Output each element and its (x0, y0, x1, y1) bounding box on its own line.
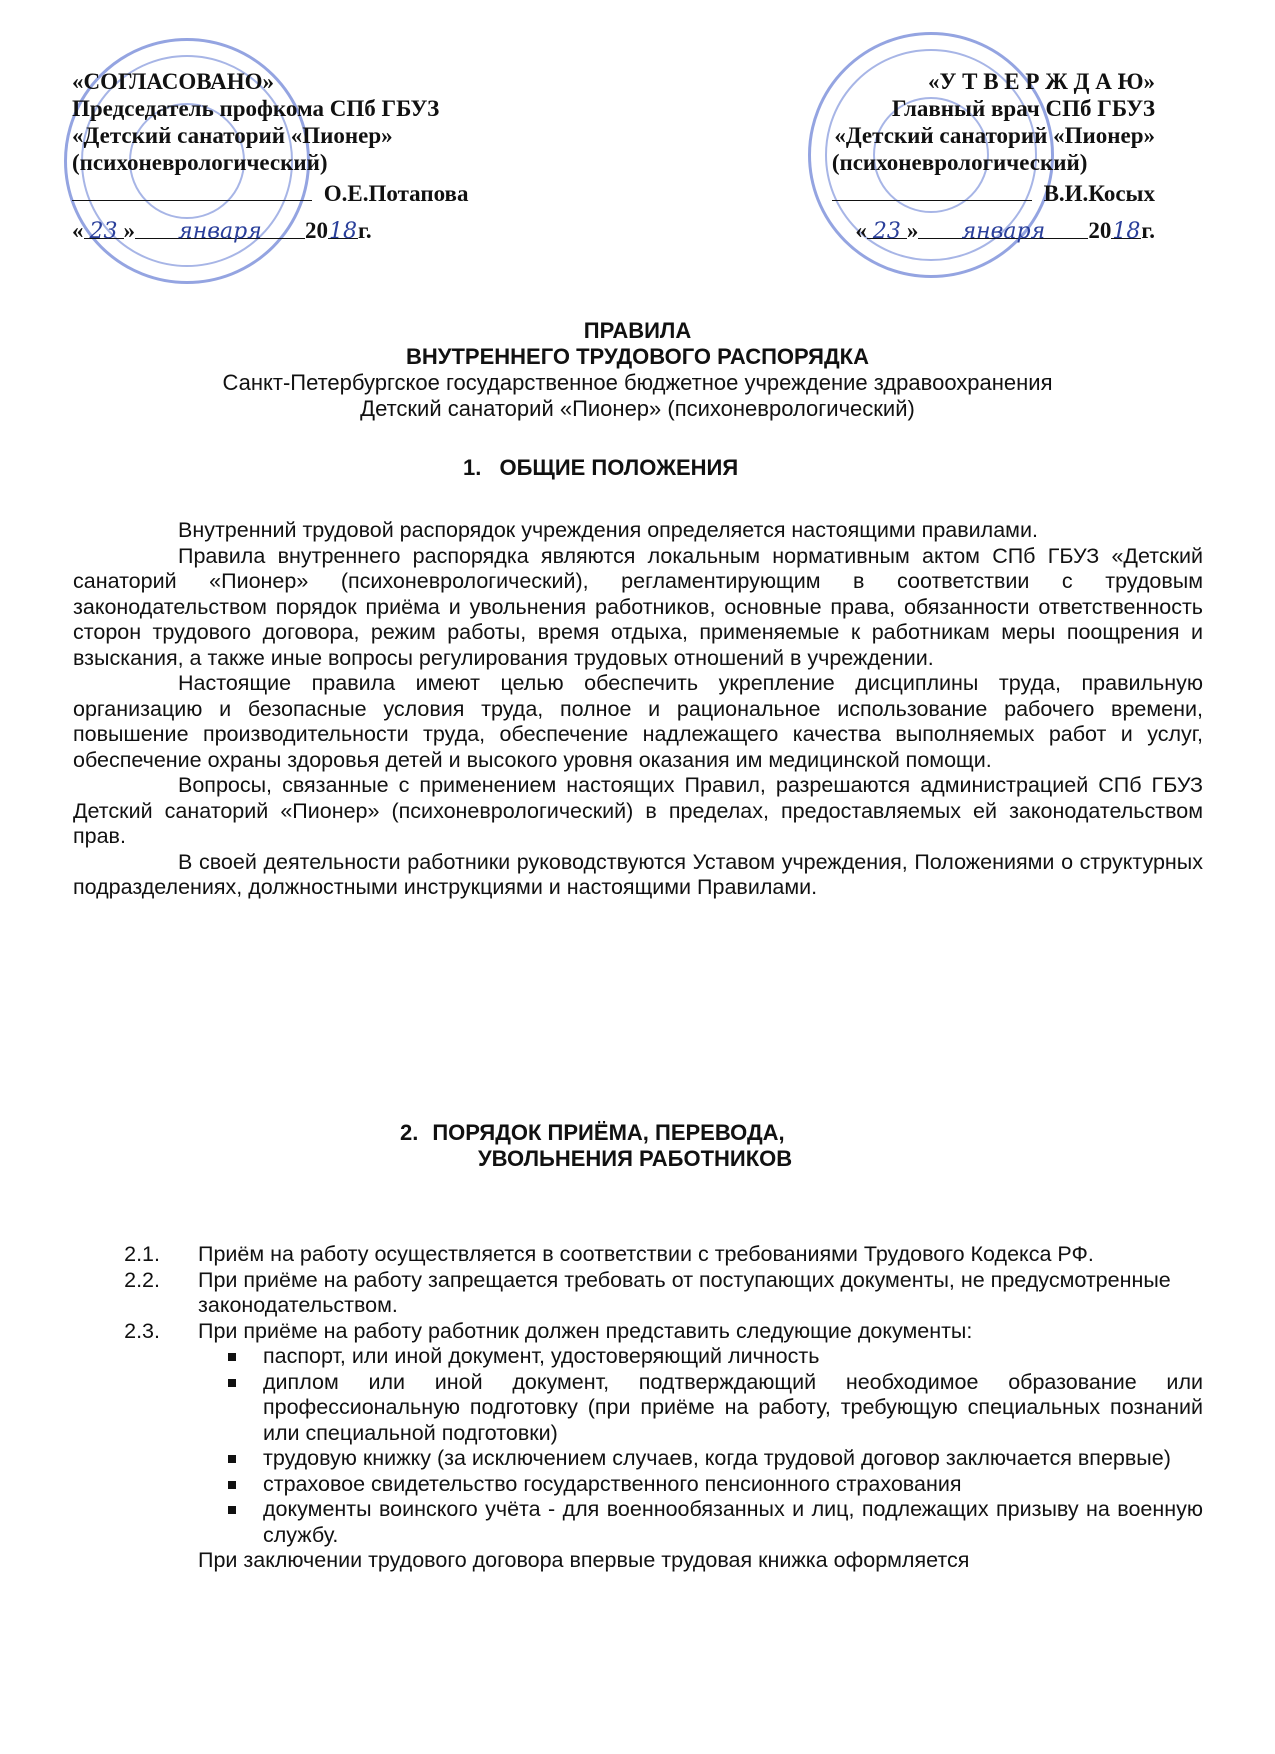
document-title (0, 318, 1275, 422)
list-item (73, 1242, 1203, 1268)
title-line-internal-labor: ВНУТРЕННЕГО ТРУДОВОГО РАСПОРЯДКА (406, 344, 869, 369)
date-quote-open: « (72, 218, 84, 243)
section-2-heading (400, 1120, 792, 1172)
section-1-body (73, 518, 1203, 901)
approval-block-approved (832, 68, 1155, 244)
item-text: Приём на работу осуществляется в соответствии с требованиями Трудового Кодекса РФ. (198, 1242, 1094, 1266)
approved-heading: «У Т В Е Р Ж Д А Ю» (927, 69, 1155, 94)
section-1-number: 1. (463, 455, 482, 480)
date-quote-close: » (906, 218, 919, 243)
date-day: 23 (867, 218, 907, 239)
bullet-item: диплом или иной документ, подтверждающий необходимое образование или профессиональную подготовку (при приёме на работу, требующую специальных познаний или специальной подготовки) (73, 1370, 1203, 1447)
approved-signer-name: В.И.Косых (1043, 181, 1155, 206)
bullet-item: страховое свидетельство государственного пенсионного страхования (73, 1472, 1203, 1498)
approval-block-agreed (72, 68, 468, 244)
date-quote-open: « (855, 218, 867, 243)
signature-blank (72, 180, 312, 201)
paragraph: Вопросы, связанные с применением настоящих Правил, разрешаются администрацией СПб ГБУЗ Детский санаторий «Пионер» (психоневрологический) в пределах, предоставляемых ей законодательством прав. (73, 773, 1203, 848)
section-1-heading (463, 455, 738, 481)
item-text: При приёме на работу работник должен представить следующие документы: (198, 1318, 973, 1343)
agreed-signature-line (72, 180, 468, 207)
approved-position: Главный врач СПб ГБУЗ (891, 96, 1155, 121)
agreed-date (72, 217, 468, 244)
title-line-institution: Санкт-Петербургское государственное бюджетное учреждение здравоохранения (222, 370, 1053, 395)
section-2-title-line2: УВОЛЬНЕНИЯ РАБОТНИКОВ (478, 1146, 793, 1171)
approved-organization: «Детский санаторий «Пионер» (834, 123, 1155, 148)
item-text: При приёме на работу запрещается требовать от поступающих документы, не предусмотренные законодательством. (198, 1267, 1171, 1317)
approved-signature-line (832, 180, 1155, 207)
paragraph: При заключении трудового договора впервые трудовая книжка оформляется (198, 1548, 970, 1572)
paragraph: Настоящие правила имеют целью обеспечить укрепление дисциплины труда, правильную организацию и безопасные условия труда, полное и рациональное использование рабочего времени, повышение производительности труда, обеспечение надлежащего качества выполняемых работ и услуг, обеспечение охраны здоровья детей и высокого уровня оказания им медицинской помощи. (73, 671, 1203, 772)
bullet-item: трудовую книжку (за исключением случаев, когда трудовой договор заключается впервые) (73, 1446, 1203, 1472)
bullet-item: документы воинского учёта - для военнообязанных и лиц, подлежащих призыву на военную службу. (73, 1497, 1203, 1548)
item-number: 2.1. (124, 1242, 160, 1266)
date-year-prefix: 20 (1088, 218, 1112, 243)
paragraph: Внутренний трудовой распорядок учреждения определяется настоящими правилами. (178, 518, 1038, 542)
title-line-sanatorium: Детский санаторий «Пионер» (психоневрологический) (360, 396, 915, 421)
agreed-signer-name: О.Е.Потапова (323, 181, 469, 206)
approved-organization-type: (психоневрологический) (831, 150, 1088, 175)
required-documents-list (73, 1344, 1203, 1548)
date-year-prefix: 20 (305, 218, 328, 243)
date-month: января (918, 218, 1088, 239)
signature-blank (832, 180, 1032, 201)
paragraph: В своей деятельности работники руководствуются Уставом учреждения, Положениями о структурных подразделениях, должностными инструкциями и настоящими Правилами. (73, 849, 1203, 899)
agreed-heading: «СОГЛАСОВАНО» (72, 69, 275, 94)
date-quote-close: » (123, 218, 135, 243)
item-number: 2.3. (124, 1318, 160, 1343)
list-item (73, 1268, 1203, 1319)
section-2-body (73, 1242, 1203, 1574)
bullet-item: паспорт, или иной документ, удостоверяющий личность (73, 1344, 1203, 1370)
date-day: 23 (84, 218, 124, 239)
agreed-position: Председатель профкома СПб ГБУЗ (72, 96, 440, 121)
list-item (73, 1319, 1203, 1345)
date-month: января (135, 218, 305, 239)
section-2-title-line1: 2. ПОРЯДОК ПРИЁМА, ПЕРЕВОДА, (400, 1120, 785, 1145)
paragraph: Правила внутреннего распорядка являются локальным нормативным актом СПб ГБУЗ «Детский санаторий «Пионер» (психоневрологический), регламентирующим в соответствии с трудовым законодательством порядок приёма и увольнения работников, основные права, обязанности ответственность сторон трудового договора, режим работы, время отдыха, применяемые к работникам меры поощрения и взыскания, а также иные вопросы регулирования трудовых отношений в учреждении. (73, 543, 1203, 670)
date-year-abbr: г. (358, 218, 372, 243)
agreed-organization: «Детский санаторий «Пионер» (72, 123, 393, 148)
approved-date (832, 217, 1155, 244)
item-number: 2.2. (124, 1267, 160, 1292)
section-2-number: 2. (400, 1120, 419, 1145)
agreed-organization-type: (психоневрологический) (72, 150, 328, 175)
section-1-title: ОБЩИЕ ПОЛОЖЕНИЯ (499, 455, 739, 480)
title-line-rules: ПРАВИЛА (583, 318, 692, 343)
date-year-suffix: 18 (329, 219, 357, 244)
date-year-abbr: г. (1141, 218, 1155, 243)
date-year-suffix: 18 (1112, 219, 1141, 244)
